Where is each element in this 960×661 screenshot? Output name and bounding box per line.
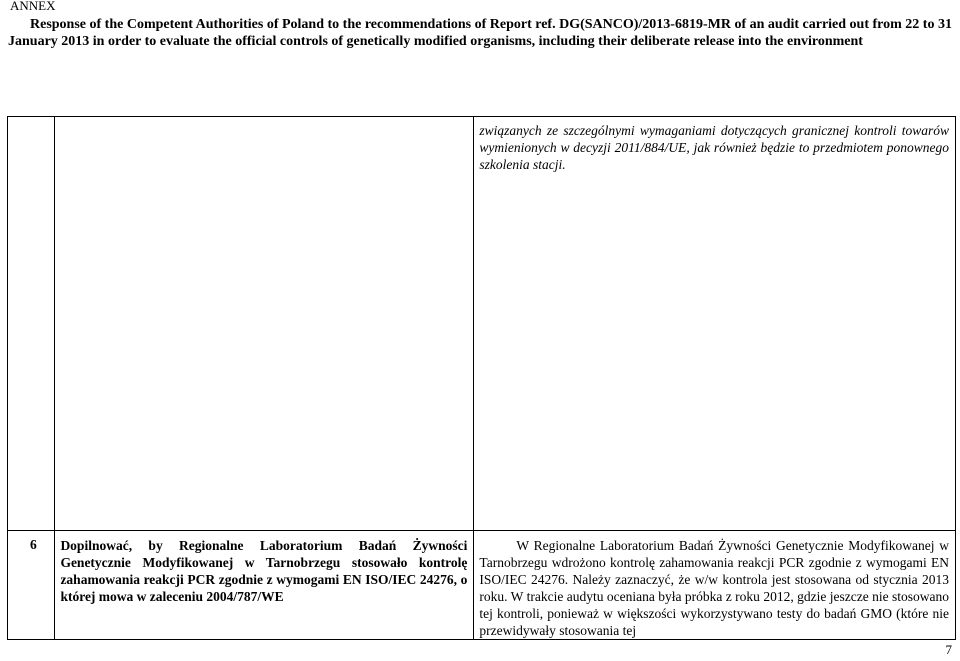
response-cell	[474, 531, 956, 640]
response-cell	[474, 117, 956, 531]
document-header	[8, 16, 956, 50]
recommendations-table	[7, 116, 956, 640]
recommendation-text: Dopilnować, by Regionalne Laboratorium Badań Żywności Genetycznie Modyfikowanej w Tarnobrzegu stosowało kontrolę zahamowania reakcji PCR zgodnie z wymogami EN ISO/IEC 24276, o której mowa w zaleceniu 2004/787/WE	[60, 538, 468, 604]
row-number-cell	[8, 117, 55, 531]
header-line-1: Response of the Competent Authorities of Poland to the recommendations of Report ref. DG(SANCO)/2013-6819-MR of an audit carried out from 22 to 31	[30, 17, 952, 32]
response-text: związanych ze szczególnymi wymaganiami dotyczących granicznej kontroli towarów wymienionych w decyzji 2011/884/UE, jak również będzie to przedmiotem ponownego szkolenia stacji.	[479, 123, 949, 172]
row-number: 6	[30, 537, 37, 552]
header-line-2: January 2013 in order to evaluate the official controls of genetically modified organisms, including their deliberate release into the environment	[8, 34, 863, 49]
response-text: W Regionalne Laboratorium Badań Żywności Genetycznie Modyfikowanej w Tarnobrzegu wdrożono kontrolę zahamowania reakcji PCR zgodnie z wymogami EN ISO/IEC 24276. Należy zaznaczyć, że w/w kontrola jest stosowana od stycznia 2013 roku. W trakcie audytu oceniana była próbka z roku 2012, gdzie jeszcze nie stosowano tej kontroli, ponieważ w większości wykorzystywano testy do badań GMO (które nie przewidywały stosowania tej	[479, 538, 949, 638]
table-row	[8, 117, 956, 531]
page-number: 7	[945, 642, 952, 657]
table-row	[8, 531, 956, 640]
recommendation-cell	[55, 117, 474, 531]
row-number-cell	[8, 531, 55, 640]
annex-label: ANNEX	[10, 0, 56, 13]
row-number	[8, 117, 54, 122]
recommendation-cell	[55, 531, 474, 640]
recommendation-text	[55, 117, 473, 123]
